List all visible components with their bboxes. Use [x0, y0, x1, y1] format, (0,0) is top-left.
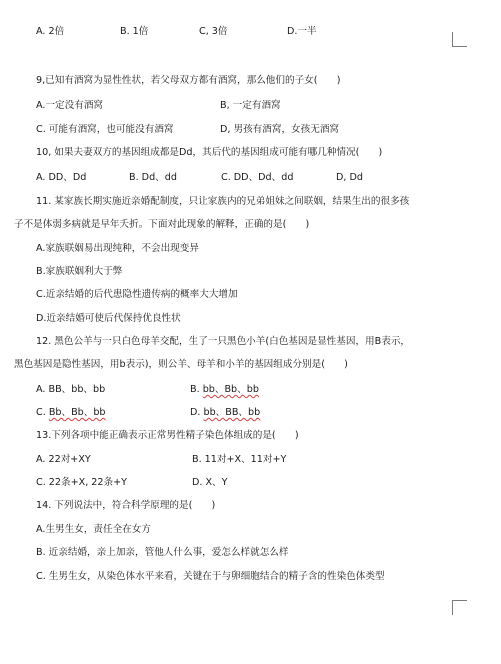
q13-option-b: B. 11对+X、11对+Y: [192, 454, 287, 465]
q12-option-c: [36, 407, 190, 419]
q13-option-d: D. X、Y: [192, 477, 228, 488]
q8-options: [36, 26, 476, 38]
q14-option-b: B. 近亲结婚，亲上加亲，管他人什么事，爱怎么样就怎么样: [36, 547, 289, 558]
q9-option-b: B, 一定有酒窝: [220, 100, 281, 111]
q12-option-a: [36, 384, 190, 396]
q10-options: [36, 172, 476, 184]
q13-options-row2: [36, 477, 476, 489]
q13-option-c: C. 22条+X, 22条+Y: [36, 477, 128, 488]
page-corner-mark-bottom: [452, 600, 467, 615]
q12-stem-line1: 12. 黑色公羊与一只白色母羊交配，生了一只黑色小羊(白色基因是显性基因，用B表示，: [36, 336, 411, 347]
q12-option-c-prefix: C.: [36, 407, 49, 418]
q8-option-d: D.一半: [287, 26, 317, 37]
q12-option-a-answer: BB、bb、bb: [48, 384, 106, 395]
q8-option-c: C, 3倍: [199, 26, 228, 37]
q12-options-row1: [36, 384, 476, 396]
q8-option-b: B. 1倍: [120, 26, 149, 37]
q14-option-c: C. 生男生女，从染色体水平来看，关键在于与卵细胞结合的精子含的性染色体类型: [36, 571, 385, 582]
q13-options-row1: [36, 454, 476, 466]
q10-option-b: B. Dd、dd: [129, 172, 177, 183]
q12-option-b-answer: bb、Bb、bb: [202, 384, 259, 395]
q12-options-row2: [36, 407, 476, 419]
q11-option-b: B.家族联姻利大于弊: [36, 266, 123, 277]
q9-option-a: A.一定没有酒窝: [36, 100, 104, 111]
q11-stem-line2: 子不是体弱多病就是早年夭折。下面对此现象的解释，正确的是( ): [14, 219, 310, 230]
q12-option-d: [190, 407, 260, 419]
q11-stem-line1: 11. 某家族长期实施近亲婚配制度，只让家族内的兄弟姐妹之间联姻，结果生出的很多孩: [36, 196, 410, 207]
q14-option-a: A.生男生女，责任全在女方: [36, 524, 151, 535]
q9-option-d: D, 男孩有酒窝，女孩无酒窝: [220, 124, 340, 135]
q13-option-a: A. 22对+XY: [36, 454, 91, 465]
q12-option-d-answer: bb、BB、bb: [203, 407, 261, 418]
q14-stem: 14. 下列说法中，符合科学原理的是( ): [36, 500, 216, 511]
q10-option-c: C. DD、Dd、dd: [221, 172, 294, 183]
q10-option-a: A. DD、Dd: [36, 172, 87, 183]
q11-option-c: C.近亲结婚的后代患隐性遗传病的概率大大增加: [36, 289, 238, 300]
q8-option-a: A. 2倍: [36, 26, 65, 37]
q11-option-d: D.近亲结婚可使后代保持优良性状: [36, 313, 181, 324]
q12-option-c-answer: Bb、Bb、bb: [48, 407, 106, 418]
q9-stem: 9,已知有酒窝为显性性状，若父母双方都有酒窝，那么他们的子女( ): [36, 75, 341, 86]
q10-stem: 10, 如果夫妻双方的基因组成都是Dd，其后代的基因组成可能有哪几种情况( ): [36, 147, 383, 158]
q10-option-d: D, Dd: [336, 172, 363, 183]
q12-option-b: [190, 384, 259, 396]
q9-option-c: C. 可能有酒窝，也可能没有酒窝: [36, 124, 174, 135]
q12-option-b-prefix: B.: [190, 384, 203, 395]
q13-stem: 13.下列各项中能正确表示正常男性精子染色体组成的是( ): [36, 430, 299, 441]
q12-option-a-prefix: A.: [36, 384, 49, 395]
q9-options-row2: [36, 124, 476, 136]
q11-option-a: A.家族联姻易出现纯种，不会出现变异: [36, 243, 199, 254]
q12-stem-line2: 黑色基因是隐性基因，用b表示)，则公羊、母羊和小羊的基因组成分别是( ): [14, 359, 348, 370]
q9-options-row1: [36, 100, 476, 112]
q12-option-d-prefix: D.: [190, 407, 204, 418]
